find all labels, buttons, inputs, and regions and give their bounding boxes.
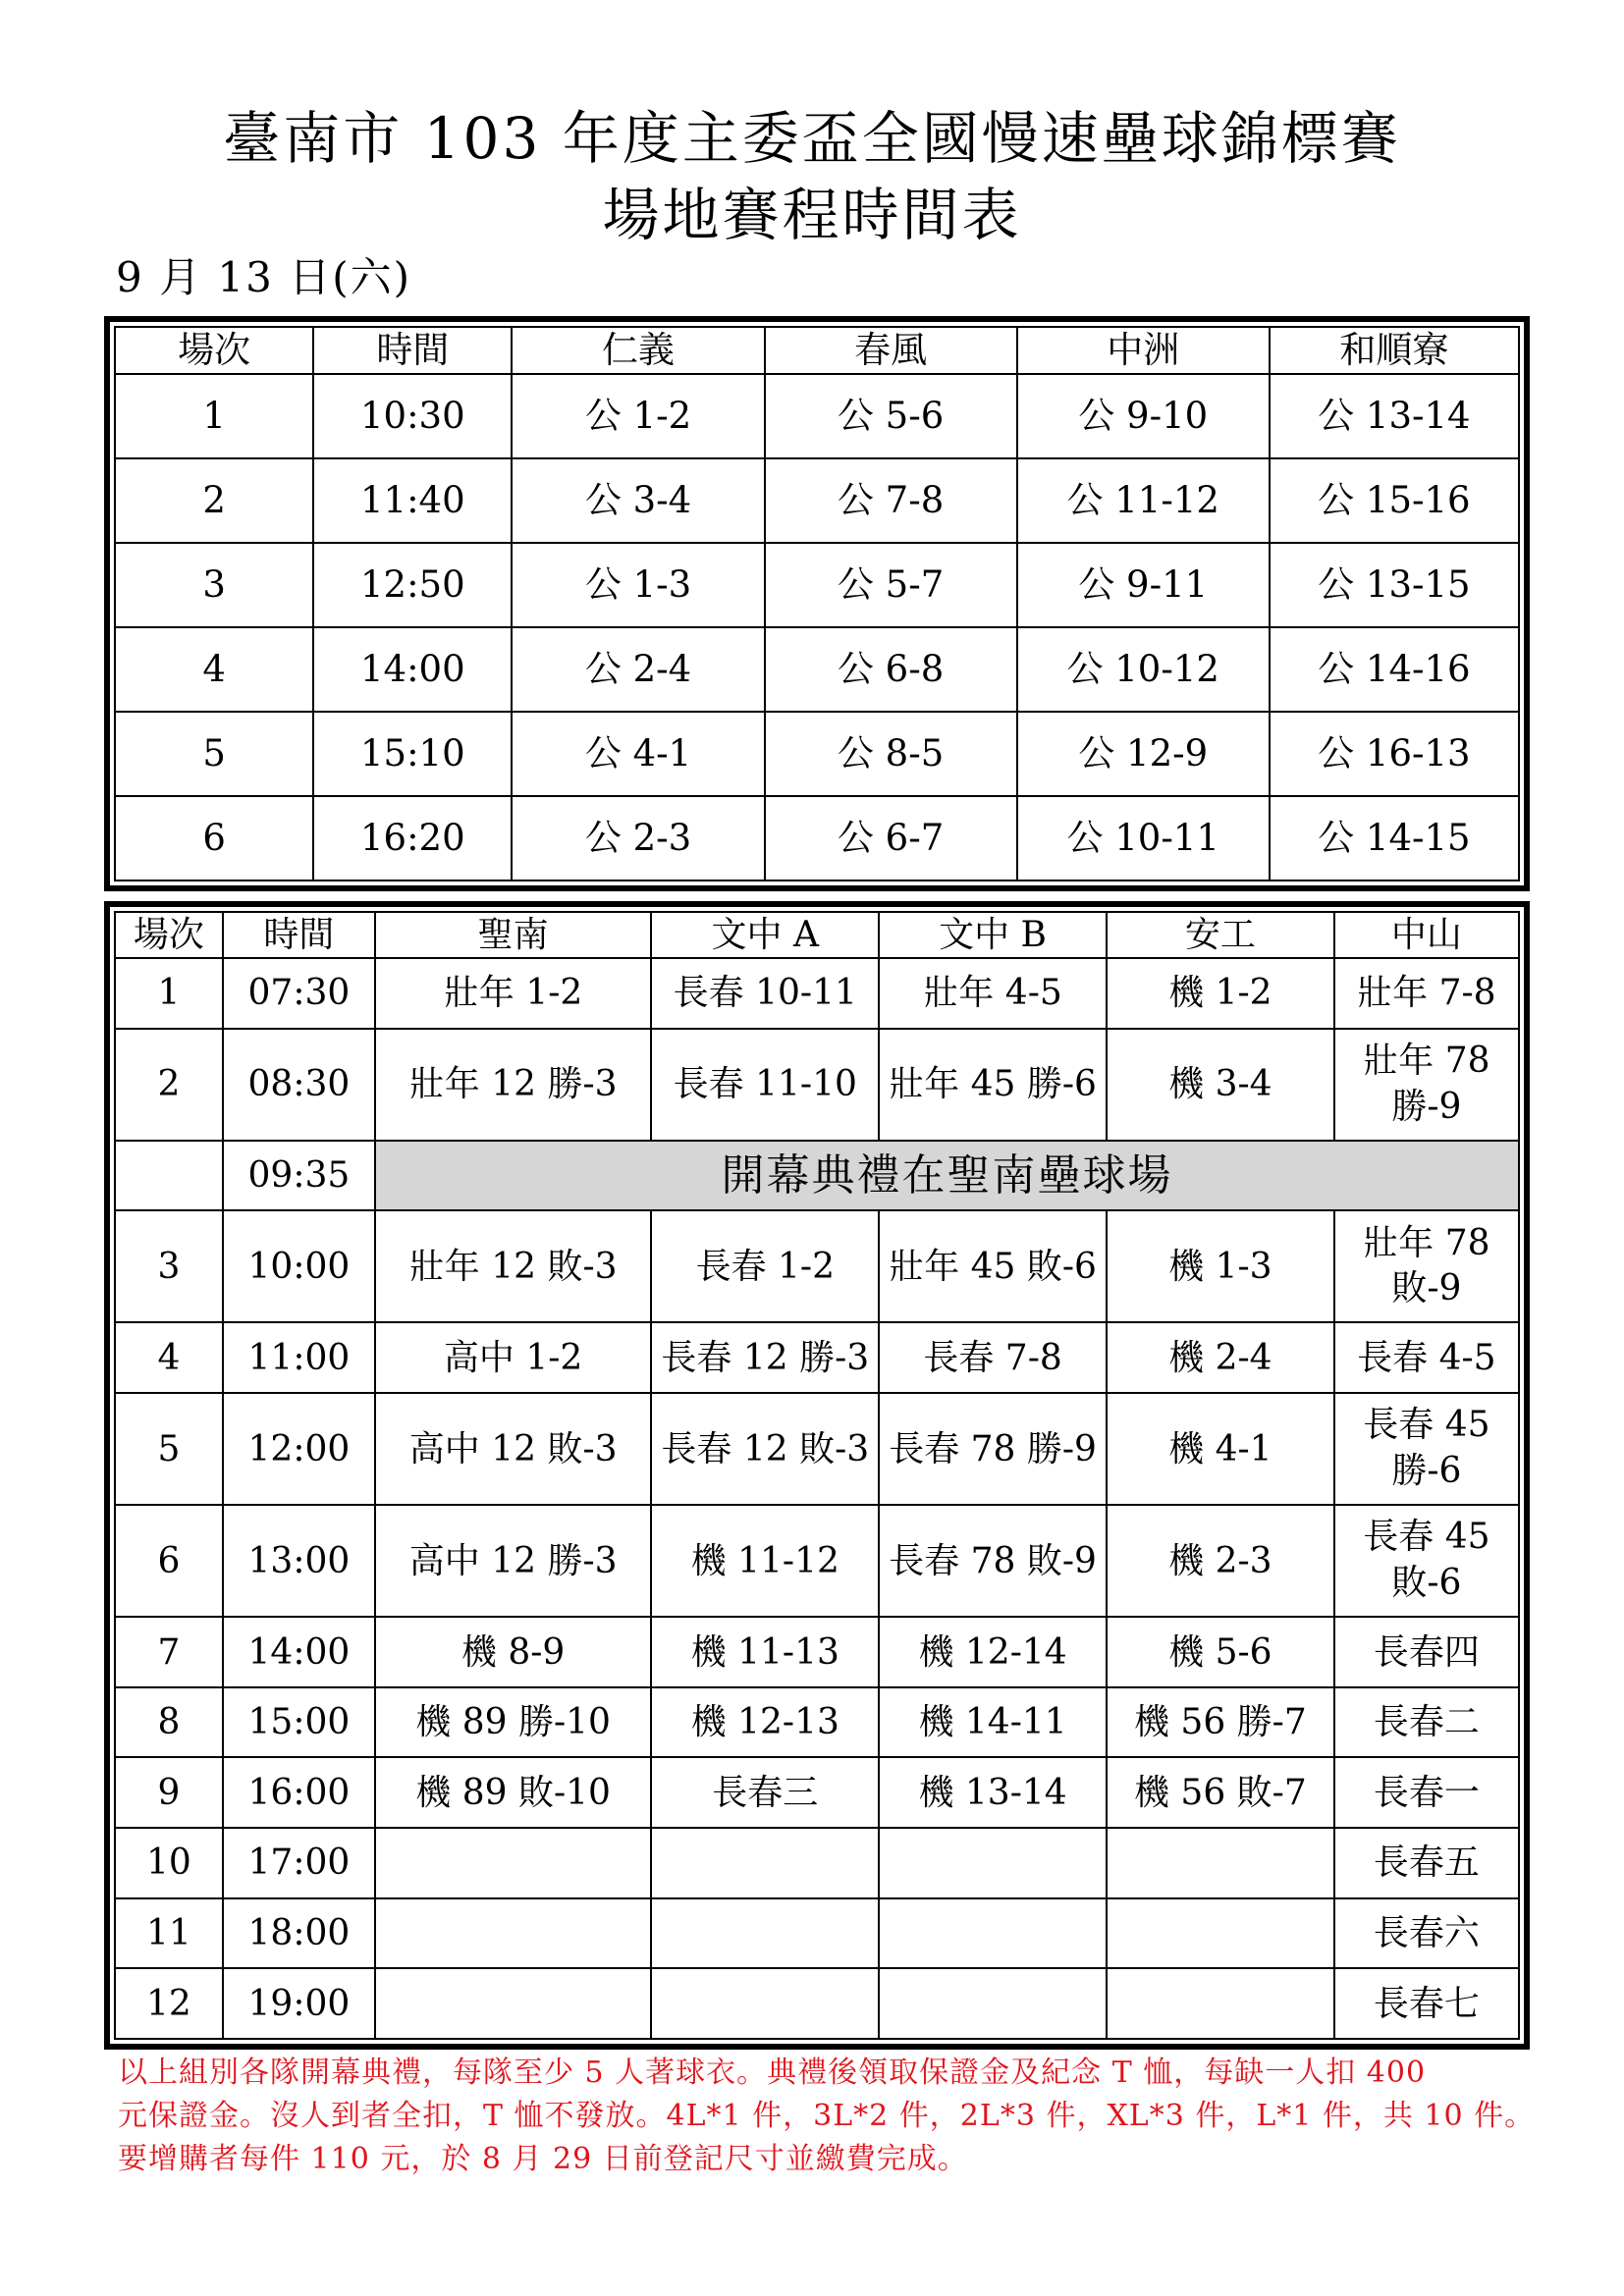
table-cell: 長春 4-5 [1334,1322,1519,1393]
header-cell: 文中 B [879,912,1107,958]
table-cell: 機 8-9 [375,1617,651,1687]
schedule-table-1-frame [104,316,1530,891]
schedule-table-2-frame [104,901,1530,2050]
table-cell: 長春 78 敗-9 [879,1505,1107,1617]
table-cell: 壯年 45 敗-6 [879,1210,1107,1322]
table-cell: 長春三 [651,1757,879,1828]
table-cell: 14:00 [223,1617,375,1687]
table-cell: 機 56 勝-7 [1107,1687,1334,1758]
table-cell: 19:00 [223,1968,375,2039]
table-cell: 高中 1-2 [375,1322,651,1393]
table-cell: 公 9-11 [1017,543,1270,627]
header-cell: 文中 A [651,912,879,958]
table-cell: 機 4-1 [1107,1393,1334,1505]
table-cell: 15:00 [223,1687,375,1758]
table-cell: 13:00 [223,1505,375,1617]
table-cell: 公 10-11 [1017,796,1270,881]
notes [118,2052,1536,2181]
table-cell: 長春五 [1334,1828,1519,1898]
table-cell [1107,1828,1334,1898]
table-cell: 11 [115,1898,223,1969]
table-cell [375,1968,651,2039]
header-cell: 仁義 [512,327,764,374]
table-cell: 公 13-15 [1270,543,1519,627]
table-cell: 機 14-11 [879,1687,1107,1758]
table-cell: 12:50 [313,543,512,627]
table-cell: 公 15-16 [1270,458,1519,543]
table-cell: 公 14-15 [1270,796,1519,881]
table-cell: 08:30 [223,1029,375,1141]
table-cell: 壯年 1-2 [375,958,651,1029]
note-line: 以上組別各隊開幕典禮，每隊至少 5 人著球衣。典禮後領取保證金及紀念 T 恤，每缺一人扣 400 [118,2056,1427,2090]
table-cell [1107,1968,1334,2039]
table-cell: 15:10 [313,712,512,796]
table-cell: 8 [115,1687,223,1758]
table-cell: 機 1-3 [1107,1210,1334,1322]
table-cell: 長春 10-11 [651,958,879,1029]
table-cell: 長春 78 勝-9 [879,1393,1107,1505]
table-cell: 1 [115,958,223,1029]
table-row [115,627,1519,712]
table-cell: 公 2-4 [512,627,764,712]
header-cell: 場次 [115,912,223,958]
table-cell: 公 16-13 [1270,712,1519,796]
table-cell: 07:30 [223,958,375,1029]
table-cell: 10:00 [223,1210,375,1322]
table-cell: 公 1-3 [512,543,764,627]
table-row [115,1757,1519,1828]
table-cell: 公 6-8 [765,627,1017,712]
table-cell: 公 10-12 [1017,627,1270,712]
table-cell: 機 5-6 [1107,1617,1334,1687]
table-cell: 10:30 [313,374,512,458]
table-cell [375,1828,651,1898]
table-cell [651,1828,879,1898]
table-cell [879,1828,1107,1898]
table-cell: 2 [115,458,313,543]
table-cell: 長春 45 敗-6 [1334,1505,1519,1617]
table-cell: 機 56 敗-7 [1107,1757,1334,1828]
ceremony-banner: 開幕典禮在聖南壘球場 [375,1141,1519,1211]
table-cell: 公 4-1 [512,712,764,796]
table-cell: 公 1-2 [512,374,764,458]
table-cell: 機 89 敗-10 [375,1757,651,1828]
table-cell [1107,1898,1334,1969]
header-cell: 場次 [115,327,313,374]
schedule-date: 9 月 13 日(六) [116,253,411,301]
table-cell: 高中 12 敗-3 [375,1393,651,1505]
table-cell: 12:00 [223,1393,375,1505]
header-cell: 和順寮 [1270,327,1519,374]
table-cell: 長春七 [1334,1968,1519,2039]
table-row [115,1617,1519,1687]
table-cell: 長春 7-8 [879,1322,1107,1393]
table-cell: 公 5-6 [765,374,1017,458]
table-row [115,374,1519,458]
table-cell: 公 11-12 [1017,458,1270,543]
table-cell: 壯年 12 敗-3 [375,1210,651,1322]
table-row [115,1029,1519,1141]
table-cell: 7 [115,1617,223,1687]
table-cell: 長春 1-2 [651,1210,879,1322]
table-cell: 公 14-16 [1270,627,1519,712]
table-cell: 壯年 12 勝-3 [375,1029,651,1141]
table-cell: 機 2-4 [1107,1322,1334,1393]
table-cell: 機 11-13 [651,1617,879,1687]
table-cell: 公 3-4 [512,458,764,543]
table-cell: 長春 12 勝-3 [651,1322,879,1393]
table-cell: 公 5-7 [765,543,1017,627]
table-cell: 壯年 4-5 [879,958,1107,1029]
table-cell: 14:00 [313,627,512,712]
table-cell: 11:40 [313,458,512,543]
table-cell: 09:35 [223,1141,375,1211]
table-row [115,958,1519,1029]
table-cell: 公 2-3 [512,796,764,881]
page-title: 臺南市 103 年度主委盃全國慢速壘球錦標賽 [223,105,1401,172]
table-cell: 5 [115,712,313,796]
table-cell: 3 [115,543,313,627]
note-line: 要增購者每件 110 元，於 8 月 29 日前登記尺寸並繳費完成。 [118,2142,968,2176]
schedule-table-1 [114,326,1520,881]
table-row [115,1828,1519,1898]
table-cell [879,1898,1107,1969]
header-cell: 中洲 [1017,327,1270,374]
table-cell: 18:00 [223,1898,375,1969]
table-row [115,543,1519,627]
table-header-row [115,912,1519,958]
ceremony-row [115,1141,1519,1211]
table-cell: 1 [115,374,313,458]
table-cell [879,1968,1107,2039]
table-cell: 機 2-3 [1107,1505,1334,1617]
table-header-row [115,327,1519,374]
table-cell: 壯年 78 勝-9 [1334,1029,1519,1141]
table-row [115,1687,1519,1758]
header-cell: 春風 [765,327,1017,374]
table-cell [651,1898,879,1969]
table-cell: 機 11-12 [651,1505,879,1617]
table-cell: 16:00 [223,1757,375,1828]
table-cell: 3 [115,1210,223,1322]
table-row [115,1210,1519,1322]
table-cell: 長春六 [1334,1898,1519,1969]
header-cell: 中山 [1334,912,1519,958]
table-row [115,1968,1519,2039]
table-cell: 長春 11-10 [651,1029,879,1141]
table-cell: 長春一 [1334,1757,1519,1828]
table-cell: 9 [115,1757,223,1828]
table-cell: 機 12-14 [879,1617,1107,1687]
table-cell [115,1141,223,1211]
table-cell: 機 13-14 [879,1757,1107,1828]
header-cell: 時間 [223,912,375,958]
table-cell: 長春 12 敗-3 [651,1393,879,1505]
table-cell: 5 [115,1393,223,1505]
header-cell: 安工 [1107,912,1334,958]
table-cell [375,1898,651,1969]
table-cell: 11:00 [223,1322,375,1393]
page-subtitle: 場地賽程時間表 [602,182,1022,248]
header-cell: 聖南 [375,912,651,958]
table-cell: 6 [115,796,313,881]
table-row [115,458,1519,543]
table-cell: 壯年 45 勝-6 [879,1029,1107,1141]
table-row [115,796,1519,881]
table-cell: 2 [115,1029,223,1141]
table-row [115,1505,1519,1617]
table-cell: 高中 12 勝-3 [375,1505,651,1617]
table-cell: 16:20 [313,796,512,881]
table-cell: 4 [115,627,313,712]
table-cell: 公 13-14 [1270,374,1519,458]
table-row [115,1898,1519,1969]
table-cell: 機 1-2 [1107,958,1334,1029]
table-row [115,1393,1519,1505]
table-cell: 公 12-9 [1017,712,1270,796]
note-line: 元保證金。沒人到者全扣，T 恤不發放。4L*1 件，3L*2 件，2L*3 件，XL*3 件，L*1 件，共 10 件。 [118,2099,1536,2133]
table-cell: 機 3-4 [1107,1029,1334,1141]
table-cell: 長春四 [1334,1617,1519,1687]
table-cell: 壯年 7-8 [1334,958,1519,1029]
table-cell: 長春 45 勝-6 [1334,1393,1519,1505]
table-row [115,712,1519,796]
table-cell: 機 89 勝-10 [375,1687,651,1758]
table-cell: 4 [115,1322,223,1393]
table-cell: 機 12-13 [651,1687,879,1758]
schedule-table-2 [114,911,1520,2040]
table-cell: 壯年 78 敗-9 [1334,1210,1519,1322]
table-cell: 10 [115,1828,223,1898]
header-cell: 時間 [313,327,512,374]
table-cell: 公 7-8 [765,458,1017,543]
table-cell: 公 6-7 [765,796,1017,881]
table-cell: 長春二 [1334,1687,1519,1758]
table-row [115,1322,1519,1393]
table-cell: 17:00 [223,1828,375,1898]
table-cell: 公 9-10 [1017,374,1270,458]
table-cell: 6 [115,1505,223,1617]
table-cell: 公 8-5 [765,712,1017,796]
table-cell [651,1968,879,2039]
table-cell: 12 [115,1968,223,2039]
